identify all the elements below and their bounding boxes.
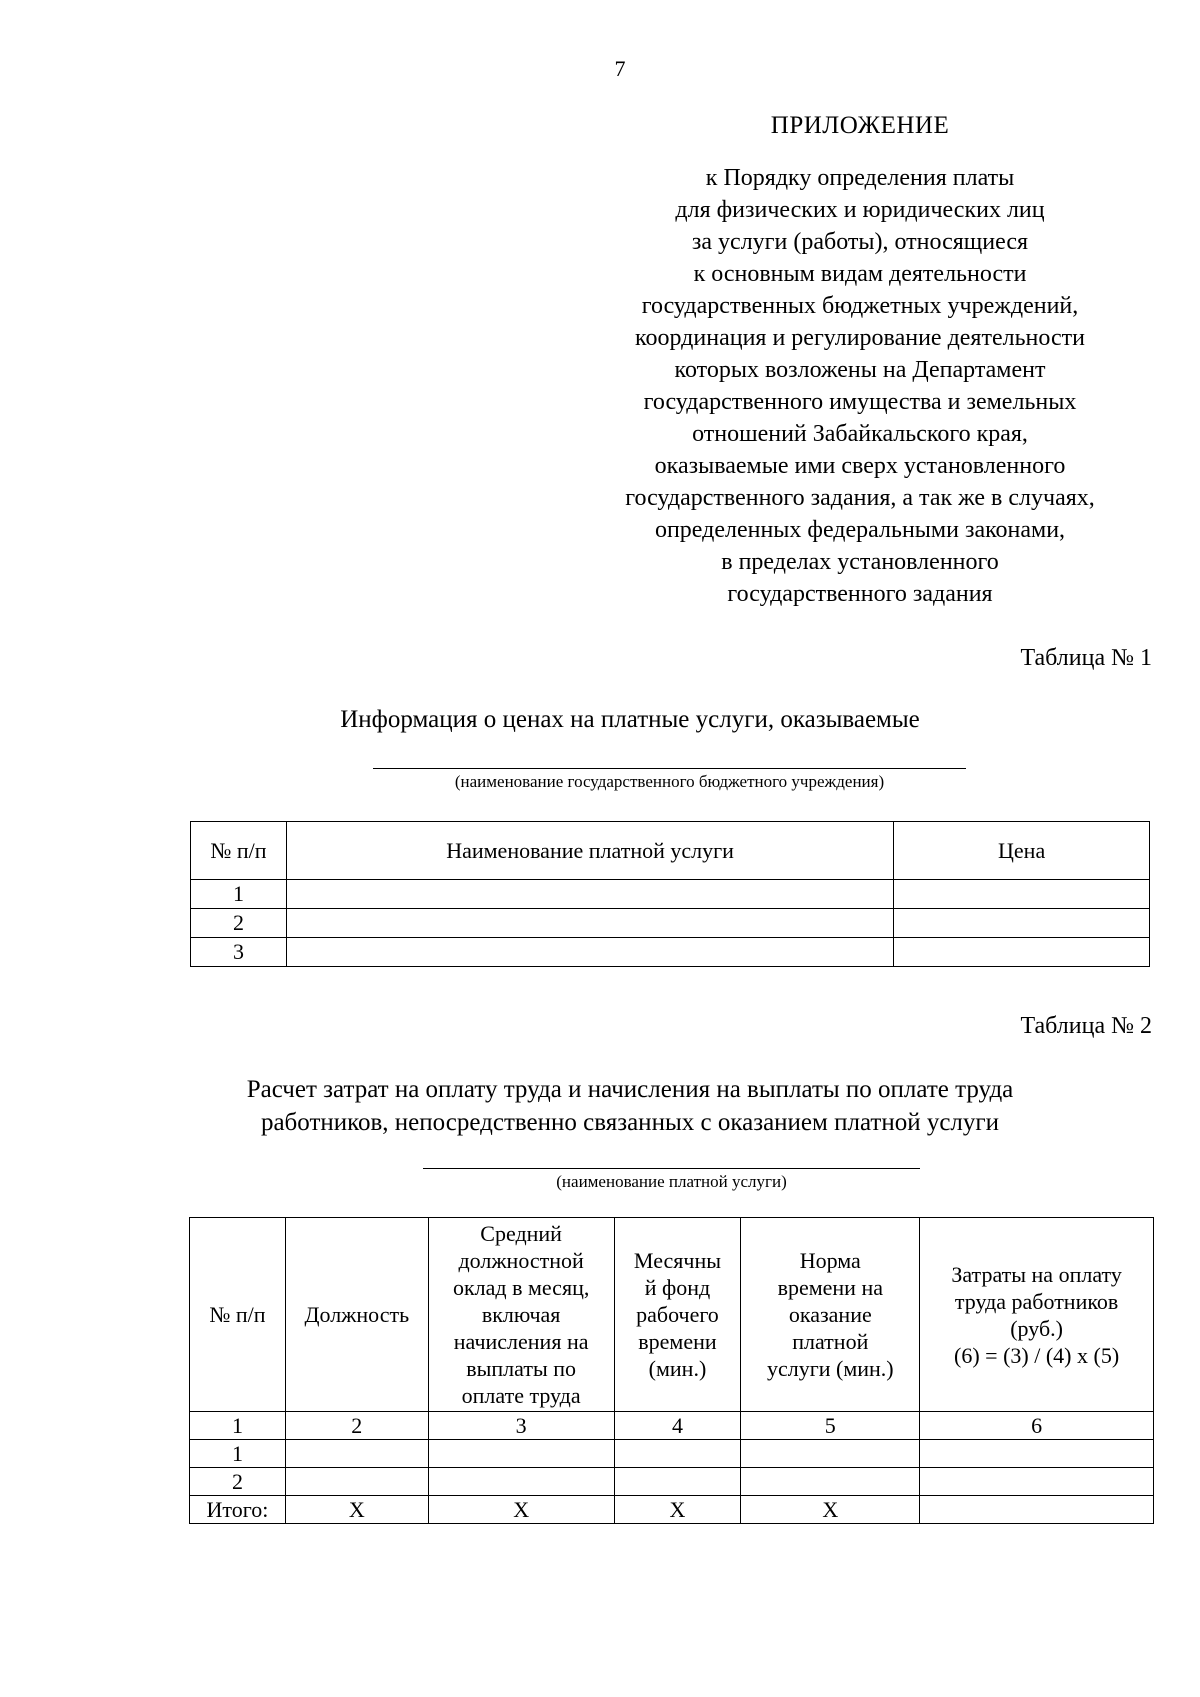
table-cell <box>920 1468 1154 1496</box>
table-cell: Х <box>285 1496 428 1524</box>
header-line: Затраты на оплату <box>951 1261 1122 1287</box>
header-line: й фонд <box>644 1275 711 1300</box>
header-line: Месячны <box>633 1248 722 1273</box>
appendix-subtitle-line: для физических и юридических лиц <box>675 197 1045 223</box>
table-cell <box>741 1468 920 1496</box>
table-1-heading: Информация о ценах на платные услуги, оказываемые <box>340 706 920 733</box>
institution-name-blank <box>373 768 966 769</box>
appendix-subtitle-line: оказываемые ими сверх установленного <box>654 453 1066 479</box>
column-header-service-name: Наименование платной услуги <box>286 822 893 880</box>
header-line: оплате труда <box>461 1383 581 1408</box>
appendix-subtitle-line: государственных бюджетных учреждений, <box>641 293 1079 319</box>
institution-name-caption: (наименование государственного бюджетного учреждения) <box>454 772 885 791</box>
table-row <box>191 880 1150 909</box>
table-cell <box>614 1468 741 1496</box>
table-cell <box>894 880 1150 909</box>
table-cell <box>894 909 1150 938</box>
appendix-subtitle-line: координация и регулирование деятельности <box>635 325 1085 351</box>
appendix-subtitle-line: государственного имущества и земельных <box>643 389 1077 415</box>
table-2-heading-line: Расчет затрат на оплату труда и начисления на выплаты по оплате труда <box>246 1076 1014 1103</box>
table-cell <box>286 909 893 938</box>
appendix-subtitle-line: за услуги (работы), относящиеся <box>691 229 1029 255</box>
appendix-subtitle <box>560 162 1160 610</box>
table-cell <box>428 1440 614 1468</box>
table-cell: 1 <box>191 880 287 909</box>
table-row <box>191 938 1150 967</box>
appendix-subtitle-line: к основным видам деятельности <box>693 261 1027 287</box>
appendix-title: ПРИЛОЖЕНИЕ <box>770 112 950 139</box>
labor-cost-table <box>189 1217 1154 1524</box>
column-header-number <box>190 1218 286 1412</box>
table-total-row <box>190 1496 1154 1524</box>
header-line: труда работников <box>954 1288 1119 1314</box>
table-cell: 1 <box>190 1412 286 1440</box>
header-line: (руб.) <box>1010 1315 1063 1341</box>
appendix-subtitle-line: в пределах установленного <box>721 549 999 575</box>
header-line: выплаты по <box>466 1356 577 1381</box>
table-cell: 2 <box>190 1468 286 1496</box>
table-cell <box>741 1440 920 1468</box>
header-line: Должность <box>304 1302 410 1327</box>
header-line: включая <box>481 1302 561 1327</box>
table-cell: Х <box>741 1496 920 1524</box>
header-line: оклад в месяц, <box>452 1275 590 1300</box>
table-cell: 5 <box>741 1412 920 1440</box>
table-cell <box>286 938 893 967</box>
table-cell <box>920 1496 1154 1524</box>
table-cell <box>428 1468 614 1496</box>
appendix-subtitle-line: государственного задания, а так же в случаях, <box>625 485 1095 511</box>
table-header-row <box>191 822 1150 880</box>
table-cell: 6 <box>920 1412 1154 1440</box>
header-line: (6) = (3) / (4) х (5) <box>954 1342 1120 1368</box>
header-line: времени на <box>777 1275 883 1300</box>
table-cell: 3 <box>191 938 287 967</box>
table-cell: 4 <box>614 1412 741 1440</box>
total-label-cell: Итого: <box>190 1496 286 1524</box>
header-line: начисления на <box>453 1329 589 1354</box>
appendix-subtitle-line: государственного задания <box>727 581 993 607</box>
header-line: времени <box>638 1329 717 1354</box>
header-line: платной <box>792 1329 869 1354</box>
header-line: Норма <box>799 1248 861 1273</box>
header-line: рабочего <box>636 1302 719 1327</box>
column-header-price: Цена <box>894 822 1150 880</box>
appendix-subtitle-line: которых возложены на Департамент <box>674 357 1046 383</box>
header-line: услуги (мин.) <box>766 1356 894 1381</box>
appendix-subtitle-line: к Порядку определения платы <box>705 165 1015 191</box>
table-cell: Х <box>614 1496 741 1524</box>
table-cell: 3 <box>428 1412 614 1440</box>
column-header-monthly-time-fund <box>614 1218 741 1412</box>
table-cell: Х <box>428 1496 614 1524</box>
column-header-labor-cost <box>920 1218 1154 1412</box>
header-line: Средний <box>480 1221 562 1246</box>
column-header-position <box>285 1218 428 1412</box>
table-row <box>191 909 1150 938</box>
header-line: должностной <box>458 1248 584 1273</box>
table-2-heading <box>130 1073 1130 1139</box>
appendix-subtitle-line: отношений Забайкальского края, <box>692 421 1028 447</box>
table-row <box>190 1412 1154 1440</box>
column-header-number: № п/п <box>191 822 287 880</box>
header-line: (мин.) <box>648 1356 707 1381</box>
table-cell: 2 <box>285 1412 428 1440</box>
table-cell <box>285 1440 428 1468</box>
table-cell: 1 <box>190 1440 286 1468</box>
header-line: № п/п <box>209 1302 266 1327</box>
table-1-label: Таблица № 1 <box>1020 645 1152 671</box>
table-cell <box>920 1440 1154 1468</box>
table-row <box>190 1468 1154 1496</box>
table-header-row <box>190 1218 1154 1412</box>
column-header-time-norm <box>741 1218 920 1412</box>
table-cell <box>894 938 1150 967</box>
table-row <box>190 1440 1154 1468</box>
price-table <box>190 821 1150 967</box>
service-name-caption: (наименование платной услуги) <box>556 1172 787 1191</box>
header-line: оказание <box>788 1302 872 1327</box>
appendix-subtitle-line: определенных федеральными законами, <box>654 517 1066 543</box>
column-header-average-salary <box>428 1218 614 1412</box>
table-2-heading-line: работников, непосредственно связанных с оказанием платной услуги <box>260 1109 1000 1136</box>
service-name-blank <box>423 1168 920 1169</box>
table-cell <box>614 1440 741 1468</box>
table-cell <box>286 880 893 909</box>
page-number: 7 <box>614 56 626 81</box>
table-cell <box>285 1468 428 1496</box>
table-cell: 2 <box>191 909 287 938</box>
table-2-label: Таблица № 2 <box>1020 1013 1152 1039</box>
